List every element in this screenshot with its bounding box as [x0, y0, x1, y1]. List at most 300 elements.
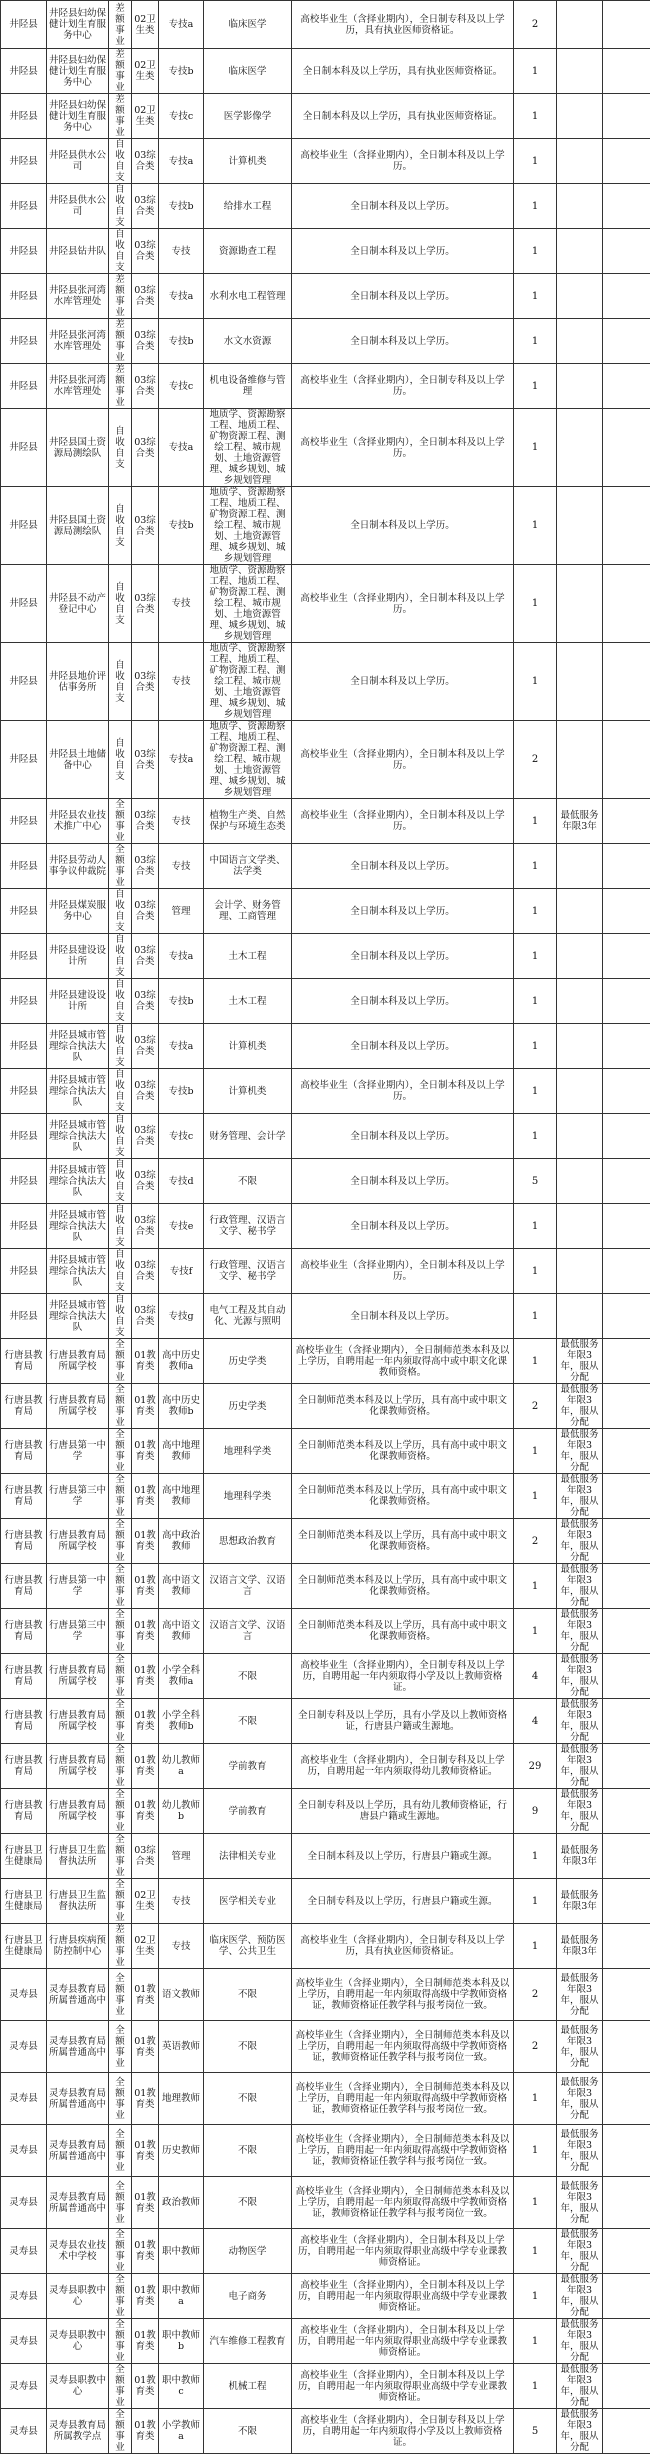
funding-type-cell: 全额事业 — [109, 2125, 132, 2177]
major-cell: 地质学、资源勘察工程、地质工程、矿物资源工程、测绘工程、城市规划、土地资源管理、城乡规划、城乡规划管理 — [204, 487, 292, 565]
table-row — [1, 1384, 650, 1429]
county-cell: 行唐县教育局 — [1, 1384, 47, 1429]
funding-type-cell: 全额事业 — [109, 1744, 132, 1789]
position-cell: 历史教师 — [159, 2125, 204, 2177]
category-cell: 02卫生类 — [132, 1879, 159, 1924]
blank-cell — [603, 1744, 650, 1789]
requirement-cell: 高校毕业生（含择业期内），全日制专科及以上学历，自聘用起一年内须取得小学及以上教师资格证。 — [292, 1654, 514, 1699]
unit-cell: 行唐县疾病预防控制中心 — [47, 1924, 109, 1969]
table-row — [1, 2125, 650, 2177]
position-cell: 专技a — [159, 721, 204, 799]
major-cell: 汉语言文学、汉语言 — [204, 1564, 292, 1609]
category-cell: 01教育类 — [132, 1474, 159, 1519]
category-cell: 03综合类 — [132, 319, 159, 364]
blank-cell — [603, 1, 650, 49]
position-cell: 专技d — [159, 1159, 204, 1204]
major-cell: 汽车维修工程教育 — [204, 2319, 292, 2364]
requirement-cell: 全日制专科及以上学历，具有小学及以上教师资格证，行唐县户籍或生源地。 — [292, 1699, 514, 1744]
unit-cell: 井陉县张河湾水库管理处 — [47, 364, 109, 409]
unit-cell: 井陉县不动产登记中心 — [47, 565, 109, 643]
blank-cell — [603, 94, 650, 139]
requirement-cell: 全日制师范类本科及以上学历，具有高中或中职文化课教师资格。 — [292, 1519, 514, 1564]
unit-cell: 井陉县妇幼保健计划生育服务中心 — [47, 49, 109, 94]
position-cell: 职中教师c — [159, 2364, 204, 2409]
note-cell: 最低服务年限3年，服从分配 — [557, 1744, 603, 1789]
headcount-cell: 1 — [514, 49, 557, 94]
note-cell — [557, 1204, 603, 1249]
county-cell: 灵寿县 — [1, 2274, 47, 2319]
county-cell: 井陉县 — [1, 139, 47, 184]
major-cell: 历史学类 — [204, 1384, 292, 1429]
category-cell: 01教育类 — [132, 1969, 159, 2021]
requirement-cell: 高校毕业生（含择业期内），全日制本科及以上学历，自聘用起一年内须取得职业高级中学专业课教师资格证。 — [292, 2274, 514, 2319]
requirement-cell: 高校毕业生（含择业期内），全日制师范类本科及以上学历，自聘用起一年内须取得高级中学教师资格证，教师资格证任教学科与报考岗位一致。 — [292, 2125, 514, 2177]
unit-cell: 灵寿县教育局所属教学点 — [47, 2409, 109, 2454]
major-cell: 机械工程 — [204, 2364, 292, 2409]
position-cell: 专技c — [159, 94, 204, 139]
note-cell — [557, 229, 603, 274]
blank-cell — [603, 1789, 650, 1834]
note-cell — [557, 1, 603, 49]
requirement-cell: 全日制本科及以上学历。 — [292, 643, 514, 721]
note-cell — [557, 409, 603, 487]
table-row — [1, 844, 650, 889]
headcount-cell: 4 — [514, 1654, 557, 1699]
category-cell: 03综合类 — [132, 1069, 159, 1114]
note-cell — [557, 274, 603, 319]
note-cell: 最低服务年限3年，服从分配 — [557, 2125, 603, 2177]
major-cell: 行政管理、汉语言文学、秘书学 — [204, 1249, 292, 1294]
major-cell: 植物生产类、自然保护与环境生态类 — [204, 799, 292, 844]
blank-cell — [603, 1204, 650, 1249]
funding-type-cell: 全额事业 — [109, 2177, 132, 2229]
requirement-cell: 高校毕业生（含择业期内），全日制本科及以上学历，自聘用起一年内须取得职业高级中学专业课教师资格证。 — [292, 2319, 514, 2364]
major-cell: 法律相关专业 — [204, 1834, 292, 1879]
funding-type-cell: 自收自支 — [109, 643, 132, 721]
county-cell: 井陉县 — [1, 49, 47, 94]
funding-type-cell: 全额事业 — [109, 1654, 132, 1699]
requirement-cell: 全日制本科及以上学历。 — [292, 1114, 514, 1159]
category-cell: 01教育类 — [132, 1789, 159, 1834]
headcount-cell: 2 — [514, 1384, 557, 1429]
funding-type-cell: 全额事业 — [109, 1879, 132, 1924]
major-cell: 不限 — [204, 1969, 292, 2021]
position-cell: 专技 — [159, 229, 204, 274]
unit-cell: 灵寿县教育局所属普通高中 — [47, 1969, 109, 2021]
requirement-cell: 全日制师范类本科及以上学历，具有高中或中职文化课教师资格。 — [292, 1564, 514, 1609]
requirement-cell: 高校毕业生（含择业期内），全日制师范类本科及以上学历，自聘用起一年内须取得高级中学教师资格证，教师资格证任教学科与报考岗位一致。 — [292, 2073, 514, 2125]
blank-cell — [603, 1114, 650, 1159]
table-row — [1, 1744, 650, 1789]
blank-cell — [603, 1834, 650, 1879]
county-cell: 井陉县 — [1, 184, 47, 229]
position-cell: 语文教师 — [159, 1969, 204, 2021]
blank-cell — [603, 184, 650, 229]
note-cell: 最低服务年限3年，服从分配 — [557, 1474, 603, 1519]
funding-type-cell: 全额事业 — [109, 2409, 132, 2454]
major-cell: 临床医学、预防医学、公共卫生 — [204, 1924, 292, 1969]
county-cell: 井陉县 — [1, 643, 47, 721]
funding-type-cell: 全额事业 — [109, 1789, 132, 1834]
requirement-cell: 全日制本科及以上学历。 — [292, 319, 514, 364]
blank-cell — [603, 1159, 650, 1204]
funding-type-cell: 差额事业 — [109, 1, 132, 49]
category-cell: 03综合类 — [132, 1834, 159, 1879]
requirement-cell: 全日制师范类本科及以上学历，具有高中或中职文化课教师资格。 — [292, 1609, 514, 1654]
category-cell: 01教育类 — [132, 1699, 159, 1744]
blank-cell — [603, 1969, 650, 2021]
blank-cell — [603, 1429, 650, 1474]
table-row — [1, 2409, 650, 2454]
category-cell: 03综合类 — [132, 979, 159, 1024]
major-cell: 思想政治教育 — [204, 1519, 292, 1564]
position-cell: 专技 — [159, 799, 204, 844]
table-row — [1, 2177, 650, 2229]
unit-cell: 井陉县建设设计所 — [47, 979, 109, 1024]
unit-cell: 灵寿县教育局所属普通高中 — [47, 2073, 109, 2125]
unit-cell: 行唐县卫生监督执法所 — [47, 1879, 109, 1924]
headcount-cell: 9 — [514, 1789, 557, 1834]
table-row — [1, 2364, 650, 2409]
blank-cell — [603, 565, 650, 643]
funding-type-cell: 自收自支 — [109, 1114, 132, 1159]
note-cell: 最低服务年限3年，服从分配 — [557, 2021, 603, 2073]
note-cell: 最低服务年限3年，服从分配 — [557, 1699, 603, 1744]
major-cell: 会计学、财务管理、工商管理 — [204, 889, 292, 934]
major-cell: 中国语言文学类、法学类 — [204, 844, 292, 889]
table-row — [1, 409, 650, 487]
headcount-cell: 1 — [514, 2364, 557, 2409]
funding-type-cell: 全额事业 — [109, 1699, 132, 1744]
unit-cell: 行唐县教育局所属学校 — [47, 1744, 109, 1789]
category-cell: 02卫生类 — [132, 49, 159, 94]
note-cell — [557, 319, 603, 364]
note-cell: 最低服务年限3年，服从分配 — [557, 1564, 603, 1609]
requirement-cell: 全日制专科及以上学历，行唐县户籍或生源。 — [292, 1879, 514, 1924]
county-cell: 井陉县 — [1, 409, 47, 487]
funding-type-cell: 差额事业 — [109, 364, 132, 409]
blank-cell — [603, 934, 650, 979]
position-cell: 职中教师a — [159, 2274, 204, 2319]
requirement-cell: 全日制专科及以上学历，具有幼儿教师资格证，行唐县户籍或生源地。 — [292, 1789, 514, 1834]
blank-cell — [603, 2073, 650, 2125]
requirement-cell: 全日制本科及以上学历。 — [292, 1204, 514, 1249]
position-cell: 小学全科教师b — [159, 1699, 204, 1744]
blank-cell — [603, 2274, 650, 2319]
blank-cell — [603, 1609, 650, 1654]
funding-type-cell: 自收自支 — [109, 565, 132, 643]
note-cell — [557, 1249, 603, 1294]
major-cell: 医学相关专业 — [204, 1879, 292, 1924]
category-cell: 01教育类 — [132, 1429, 159, 1474]
blank-cell — [603, 1294, 650, 1339]
unit-cell: 井陉县劳动人事争议仲裁院 — [47, 844, 109, 889]
category-cell: 03综合类 — [132, 934, 159, 979]
category-cell: 03综合类 — [132, 1024, 159, 1069]
note-cell — [557, 49, 603, 94]
blank-cell — [603, 1699, 650, 1744]
category-cell: 03综合类 — [132, 565, 159, 643]
table-row — [1, 2073, 650, 2125]
major-cell: 资源勘查工程 — [204, 229, 292, 274]
table-row — [1, 364, 650, 409]
position-cell: 专技a — [159, 934, 204, 979]
position-cell: 专技 — [159, 844, 204, 889]
major-cell: 汉语言文学、汉语言 — [204, 1609, 292, 1654]
funding-type-cell: 自收自支 — [109, 1249, 132, 1294]
category-cell: 03综合类 — [132, 1114, 159, 1159]
major-cell: 地质学、资源勘察工程、地质工程、矿物资源工程、测绘工程、城市规划、土地资源管理、城乡规划、城乡规划管理 — [204, 565, 292, 643]
table-row — [1, 1114, 650, 1159]
funding-type-cell: 全额事业 — [109, 1384, 132, 1429]
table-row — [1, 1879, 650, 1924]
position-cell: 管理 — [159, 1834, 204, 1879]
headcount-cell: 1 — [514, 1339, 557, 1384]
requirement-cell: 高校毕业生（含择业期内），全日制本科及以上学历。 — [292, 139, 514, 184]
blank-cell — [603, 229, 650, 274]
county-cell: 行唐县教育局 — [1, 1519, 47, 1564]
headcount-cell: 1 — [514, 487, 557, 565]
position-cell: 专技a — [159, 1024, 204, 1069]
unit-cell: 行唐县教育局所属学校 — [47, 1519, 109, 1564]
unit-cell: 行唐县第一中学 — [47, 1429, 109, 1474]
table-row — [1, 1519, 650, 1564]
major-cell: 不限 — [204, 2073, 292, 2125]
category-cell: 03综合类 — [132, 184, 159, 229]
headcount-cell: 1 — [514, 94, 557, 139]
note-cell — [557, 1069, 603, 1114]
blank-cell — [603, 1024, 650, 1069]
headcount-cell: 1 — [514, 1294, 557, 1339]
category-cell: 03综合类 — [132, 643, 159, 721]
funding-type-cell: 自收自支 — [109, 934, 132, 979]
major-cell: 行政管理、汉语言文学、秘书学 — [204, 1204, 292, 1249]
county-cell: 井陉县 — [1, 1204, 47, 1249]
requirement-cell: 全日制本科及以上学历，具有执业医师资格证。 — [292, 49, 514, 94]
requirement-cell: 高校毕业生（含择业期内），全日制本科及以上学历，自聘用起一年内须取得职业高级中学专业课教师资格证。 — [292, 2229, 514, 2274]
unit-cell: 井陉县城市管理综合执法大队 — [47, 1114, 109, 1159]
category-cell: 03综合类 — [132, 274, 159, 319]
county-cell: 井陉县 — [1, 721, 47, 799]
blank-cell — [603, 49, 650, 94]
category-cell: 01教育类 — [132, 1654, 159, 1699]
position-cell: 专技b — [159, 49, 204, 94]
position-cell: 专技f — [159, 1249, 204, 1294]
major-cell: 临床医学 — [204, 1, 292, 49]
funding-type-cell: 全额事业 — [109, 2364, 132, 2409]
position-cell: 专技a — [159, 139, 204, 184]
major-cell: 计算机类 — [204, 139, 292, 184]
table-row — [1, 274, 650, 319]
unit-cell: 灵寿县教育局所属普通高中 — [47, 2021, 109, 2073]
position-cell: 小学全科教师a — [159, 1654, 204, 1699]
category-cell: 01教育类 — [132, 2364, 159, 2409]
funding-type-cell: 全额事业 — [109, 2319, 132, 2364]
funding-type-cell: 自收自支 — [109, 1159, 132, 1204]
funding-type-cell: 全额事业 — [109, 2021, 132, 2073]
major-cell: 不限 — [204, 1699, 292, 1744]
table-row — [1, 979, 650, 1024]
headcount-cell: 1 — [514, 2125, 557, 2177]
headcount-cell: 2 — [514, 1969, 557, 2021]
funding-type-cell: 全额事业 — [109, 799, 132, 844]
table-row — [1, 229, 650, 274]
table-row — [1, 2229, 650, 2274]
headcount-cell: 1 — [514, 799, 557, 844]
unit-cell: 行唐县第一中学 — [47, 1564, 109, 1609]
requirement-cell: 高校毕业生（含择业期内），全日制本科及以上学历。 — [292, 721, 514, 799]
headcount-cell: 1 — [514, 139, 557, 184]
category-cell: 01教育类 — [132, 1519, 159, 1564]
position-cell: 高中政治教师 — [159, 1519, 204, 1564]
funding-type-cell: 差额事业 — [109, 319, 132, 364]
headcount-cell: 1 — [514, 844, 557, 889]
table-row — [1, 1474, 650, 1519]
funding-type-cell: 全额事业 — [109, 1429, 132, 1474]
table-row — [1, 1294, 650, 1339]
county-cell: 井陉县 — [1, 229, 47, 274]
county-cell: 行唐县教育局 — [1, 1654, 47, 1699]
requirement-cell: 全日制本科及以上学历。 — [292, 1024, 514, 1069]
county-cell: 井陉县 — [1, 1, 47, 49]
position-cell: 高中语文教师 — [159, 1564, 204, 1609]
position-cell: 高中历史教师b — [159, 1384, 204, 1429]
county-cell: 井陉县 — [1, 934, 47, 979]
unit-cell: 井陉县张河湾水库管理处 — [47, 319, 109, 364]
note-cell: 最低服务年限3年 — [557, 1879, 603, 1924]
headcount-cell: 1 — [514, 2229, 557, 2274]
headcount-cell: 1 — [514, 2177, 557, 2229]
unit-cell: 井陉县城市管理综合执法大队 — [47, 1024, 109, 1069]
table-row — [1, 1069, 650, 1114]
unit-cell: 灵寿县农业技术中学校 — [47, 2229, 109, 2274]
position-cell: 幼儿教师b — [159, 1789, 204, 1834]
note-cell — [557, 139, 603, 184]
unit-cell: 井陉县国土资源局测绘队 — [47, 487, 109, 565]
position-cell: 职中教师 — [159, 2229, 204, 2274]
blank-cell — [603, 1519, 650, 1564]
category-cell: 01教育类 — [132, 2073, 159, 2125]
blank-cell — [603, 2021, 650, 2073]
headcount-cell: 2 — [514, 721, 557, 799]
note-cell: 最低服务年限3年 — [557, 1924, 603, 1969]
blank-cell — [603, 2177, 650, 2229]
headcount-cell: 1 — [514, 1924, 557, 1969]
major-cell: 不限 — [204, 2125, 292, 2177]
county-cell: 灵寿县 — [1, 2177, 47, 2229]
headcount-cell: 1 — [514, 229, 557, 274]
blank-cell — [603, 721, 650, 799]
headcount-cell: 1 — [514, 364, 557, 409]
note-cell — [557, 364, 603, 409]
unit-cell: 井陉县妇幼保健计划生育服务中心 — [47, 94, 109, 139]
county-cell: 灵寿县 — [1, 2073, 47, 2125]
table-row — [1, 2274, 650, 2319]
headcount-cell: 1 — [514, 1024, 557, 1069]
unit-cell: 井陉县城市管理综合执法大队 — [47, 1204, 109, 1249]
position-cell: 专技g — [159, 1294, 204, 1339]
funding-type-cell: 自收自支 — [109, 1069, 132, 1114]
unit-cell: 井陉县张河湾水库管理处 — [47, 274, 109, 319]
headcount-cell: 2 — [514, 1519, 557, 1564]
note-cell: 最低服务年限3年，服从分配 — [557, 1654, 603, 1699]
note-cell: 最低服务年限3年，服从分配 — [557, 1519, 603, 1564]
blank-cell — [603, 487, 650, 565]
headcount-cell: 2 — [514, 2021, 557, 2073]
major-cell: 医学影像学 — [204, 94, 292, 139]
note-cell — [557, 979, 603, 1024]
blank-cell — [603, 1384, 650, 1429]
major-cell: 地质学、资源勘察工程、地质工程、矿物资源工程、测绘工程、城市规划、土地资源管理、城乡规划、城乡规划管理 — [204, 721, 292, 799]
headcount-cell: 1 — [514, 409, 557, 487]
blank-cell — [603, 1879, 650, 1924]
major-cell: 土木工程 — [204, 979, 292, 1024]
note-cell: 最低服务年限3年，服从分配 — [557, 1969, 603, 2021]
position-cell: 专技b — [159, 979, 204, 1024]
position-cell: 专技a — [159, 274, 204, 319]
note-cell — [557, 184, 603, 229]
requirement-cell: 全日制本科及以上学历。 — [292, 487, 514, 565]
table-row — [1, 1924, 650, 1969]
note-cell: 最低服务年限3年，服从分配 — [557, 2319, 603, 2364]
headcount-cell: 1 — [514, 1069, 557, 1114]
county-cell: 井陉县 — [1, 1294, 47, 1339]
table-row — [1, 934, 650, 979]
category-cell: 01教育类 — [132, 2229, 159, 2274]
county-cell: 井陉县 — [1, 799, 47, 844]
unit-cell: 灵寿县职教中心 — [47, 2364, 109, 2409]
county-cell: 井陉县 — [1, 1024, 47, 1069]
blank-cell — [603, 643, 650, 721]
unit-cell: 行唐县第三中学 — [47, 1474, 109, 1519]
position-cell: 专技b — [159, 487, 204, 565]
county-cell: 井陉县 — [1, 319, 47, 364]
position-cell: 管理 — [159, 889, 204, 934]
county-cell: 灵寿县 — [1, 2229, 47, 2274]
position-cell: 专技c — [159, 1114, 204, 1159]
requirement-cell: 全日制师范类本科及以上学历，具有高中或中职文化课教师资格。 — [292, 1474, 514, 1519]
unit-cell: 灵寿县职教中心 — [47, 2274, 109, 2319]
headcount-cell: 1 — [514, 2274, 557, 2319]
requirement-cell: 全日制本科及以上学历。 — [292, 934, 514, 979]
category-cell: 03综合类 — [132, 1249, 159, 1294]
major-cell: 计算机类 — [204, 1069, 292, 1114]
county-cell: 行唐县卫生健康局 — [1, 1924, 47, 1969]
requirement-cell: 高校毕业生（含择业期内），全日制本科及以上学历，自聘用起一年内须取得职业高级中学专业课教师资格证。 — [292, 2364, 514, 2409]
requirement-cell: 全日制本科及以上学历。 — [292, 1159, 514, 1204]
category-cell: 03综合类 — [132, 844, 159, 889]
county-cell: 行唐县教育局 — [1, 1339, 47, 1384]
requirement-cell: 全日制师范类本科及以上学历，具有高中或中职文化课教师资格。 — [292, 1429, 514, 1474]
requirement-cell: 高校毕业生（含择业期内），全日制专科及以上学历，具有执业医师资格证。 — [292, 1, 514, 49]
funding-type-cell: 全额事业 — [109, 1969, 132, 2021]
unit-cell: 行唐县教育局所属学校 — [47, 1384, 109, 1429]
county-cell: 行唐县教育局 — [1, 1699, 47, 1744]
major-cell: 临床医学 — [204, 49, 292, 94]
headcount-cell: 1 — [514, 184, 557, 229]
county-cell: 井陉县 — [1, 364, 47, 409]
funding-type-cell: 自收自支 — [109, 1294, 132, 1339]
headcount-cell: 1 — [514, 643, 557, 721]
funding-type-cell: 差额事业 — [109, 274, 132, 319]
blank-cell — [603, 2125, 650, 2177]
unit-cell: 井陉县建设设计所 — [47, 934, 109, 979]
note-cell — [557, 844, 603, 889]
category-cell: 03综合类 — [132, 1294, 159, 1339]
category-cell: 01教育类 — [132, 2177, 159, 2229]
requirement-cell: 高校毕业生（含择业期内），全日制师范类本科及以上学历，自聘用起一年内须取得高级中学教师资格证，教师资格证任教学科与报考岗位一致。 — [292, 2021, 514, 2073]
note-cell: 最低服务年限3年 — [557, 799, 603, 844]
